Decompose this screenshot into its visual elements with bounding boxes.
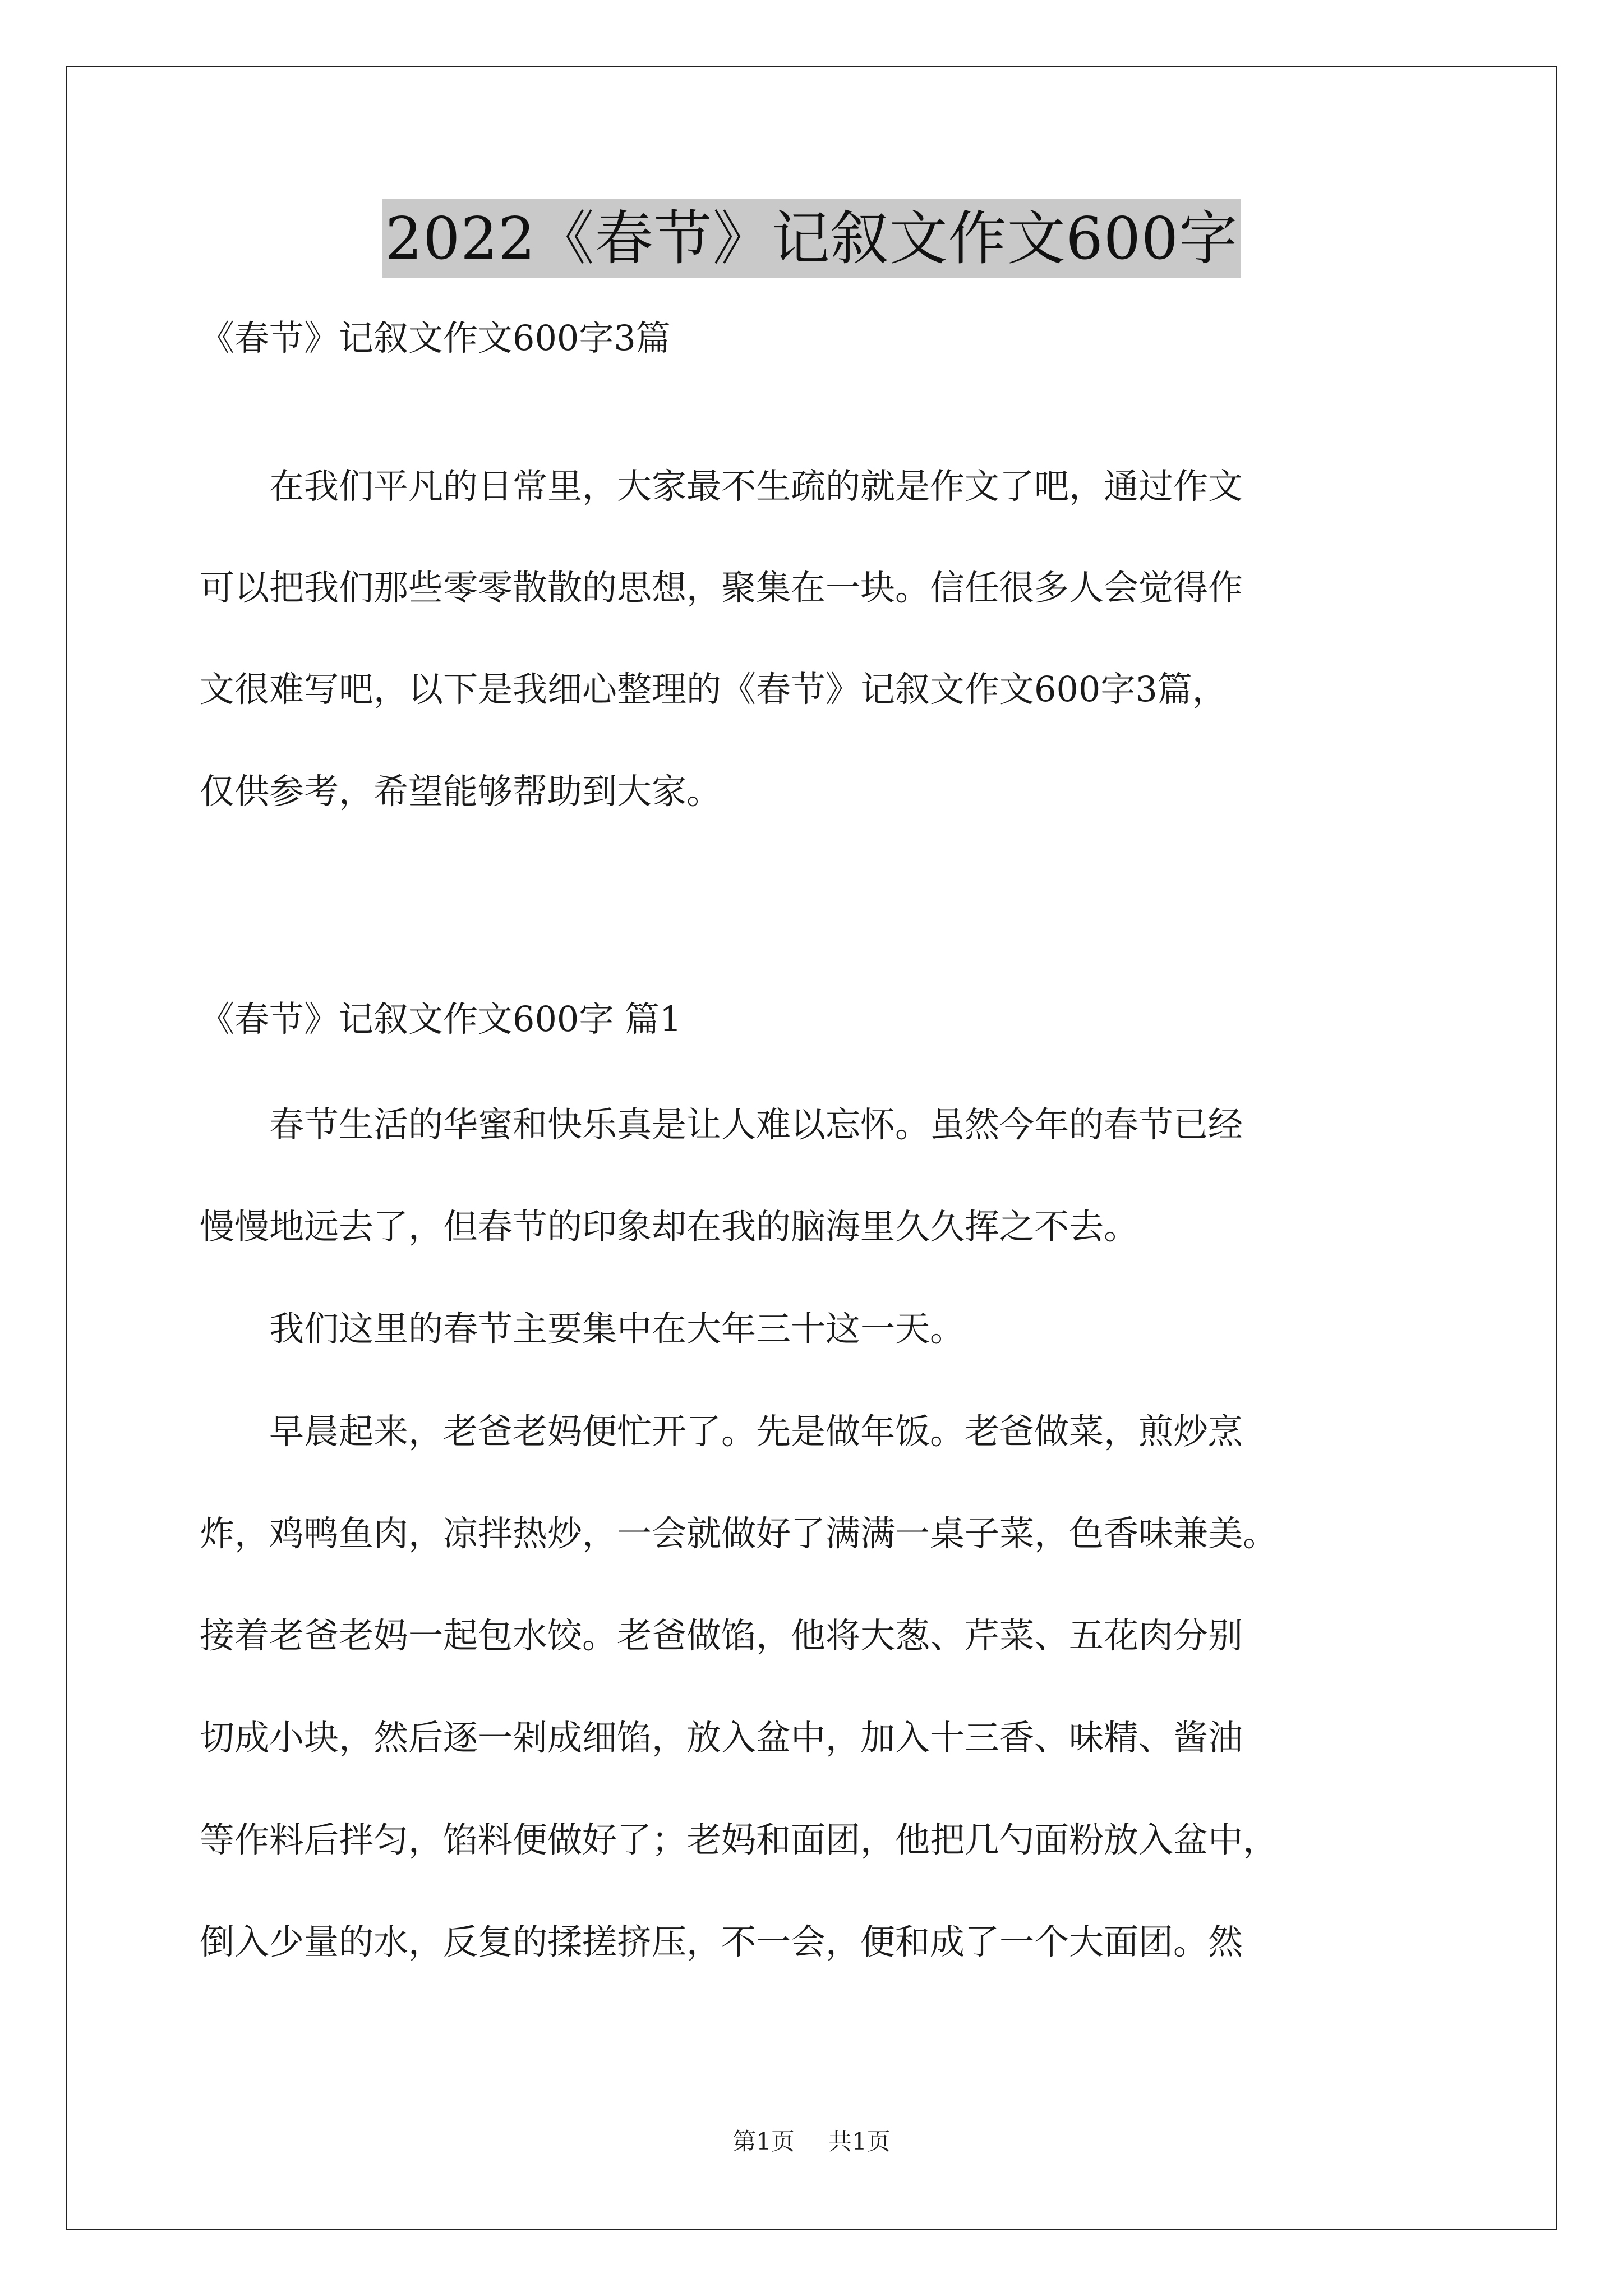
intro-line: 文很难写吧，以下是我细心整理的《春节》记叙文作文600字3篇， [200,669,1227,710]
document-subtitle: 《春节》记叙文作文600字3篇 [200,318,671,358]
body-line: 春节生活的华蜜和快乐真是让人难以忘怀。虽然今年的春节已经 [200,1104,1243,1145]
page-border [66,66,1557,2230]
body-line: 早晨起来，老爸老妈便忙开了。先是做年饭。老爸做菜，煎炒烹 [200,1411,1243,1452]
body-line: 慢慢地远去了，但春节的印象却在我的脑海里久久挥之不去。 [200,1206,1139,1247]
body-line: 炸，鸡鸭鱼肉，凉拌热炒，一会就做好了满满一桌子菜，色香味兼美。 [200,1513,1278,1554]
page-footer [0,2126,1623,2157]
intro-line: 仅供参考，希望能够帮助到大家。 [200,771,722,812]
section-heading: 《春节》记叙文作文600字 篇1 [200,999,682,1039]
page-total: 共1页 [828,2128,891,2155]
title-container [0,199,1623,278]
body-line: 我们这里的春节主要集中在大年三十这一天。 [200,1308,965,1349]
page-number: 第1页 [732,2128,795,2155]
body-line: 倒入少量的水，反复的揉搓挤压，不一会，便和成了一个大面团。然 [200,1921,1243,1962]
body-line: 接着老爸老妈一起包水饺。老爸做馅，他将大葱、芹菜、五花肉分别 [200,1615,1243,1656]
intro-line: 在我们平凡的日常里，大家最不生疏的就是作文了吧，通过作文 [200,466,1243,507]
intro-line: 可以把我们那些零零散散的思想，聚集在一块。信任很多人会觉得作 [200,567,1243,608]
document-title: 2022《春节》记叙文作文600字 [382,199,1241,278]
body-line: 切成小块，然后逐一剁成细馅，放入盆中，加入十三香、味精、酱油 [200,1717,1243,1758]
body-line: 等作料后拌匀，馅料便做好了；老妈和面团，他把几勺面粉放入盆中， [200,1819,1278,1860]
